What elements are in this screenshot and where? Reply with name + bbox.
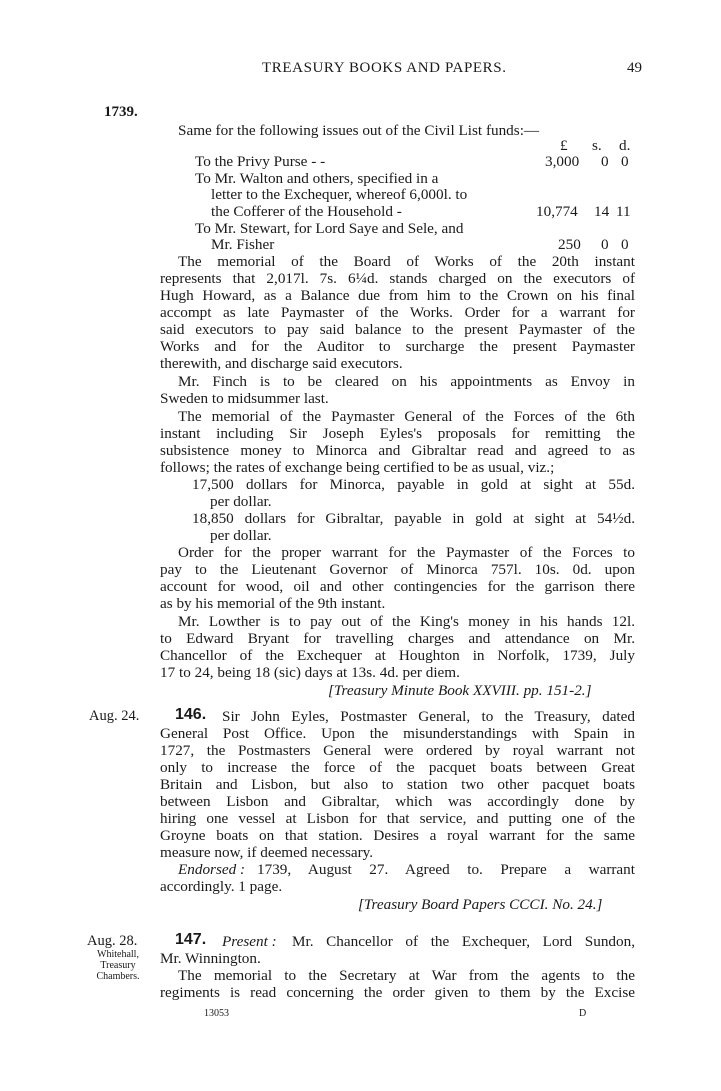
footer-signature-left: 13053: [204, 1008, 229, 1019]
entry-line: 1727, the Postmasters General were ordered by royal warrant not: [160, 742, 635, 759]
civil-item-text: Mr. Fisher: [211, 236, 275, 253]
para-line: Hugh Howard, as a Balance due from him to the Crown on his final: [160, 287, 635, 304]
para-line: Mr. Finch is to be cleared on his appointments as Envoy in: [178, 373, 635, 390]
para-line: instant including Sir Joseph Eyles's proposals for remitting the: [160, 425, 635, 442]
civil-item-l: 3,000: [545, 153, 580, 170]
footer-signature-right: D: [579, 1008, 587, 1019]
para-line: The memorial of the Paymaster General of the Forces of the 6th: [178, 408, 635, 425]
margin-year: 1739.: [104, 104, 138, 120]
running-header-title: TREASURY BOOKS AND PAPERS.: [262, 60, 507, 76]
civil-item-d: 11: [616, 203, 631, 220]
entry-line: Sir John Eyles, Postmaster General, to the Treasury, dated: [222, 708, 635, 725]
civil-item-l: 10,774: [536, 203, 578, 220]
entry-line: measure now, if deemed necessary.: [160, 844, 374, 861]
civil-item-text: letter to the Exchequer, whereof 6,000l. to: [211, 186, 468, 203]
entry-date: Aug. 24.: [89, 708, 140, 724]
col-pounds: £: [560, 137, 568, 154]
civil-item-text: the Cofferer of the Household -: [211, 203, 402, 220]
rate-line: 17,500 dollars for Minorca, payable in gold at sight at 55d.: [192, 476, 635, 493]
para-line: as by his memorial of the 9th instant.: [160, 595, 386, 612]
para-line: Sweden to midsummer last.: [160, 390, 329, 407]
civil-item-text: To Mr. Stewart, for Lord Saye and Sele, and: [195, 220, 464, 237]
civil-item-d: 0: [621, 236, 629, 253]
entry-line: Mr. Winnington.: [160, 950, 261, 967]
entry-line: hiring one vessel at Lisbon for that service, and putting one of the: [160, 810, 635, 827]
para-line: represents that 2,017l. 7s. 6¼d. stands charged on the executors of: [160, 270, 635, 287]
para-line: Works and for the Auditor to surcharge the present Paymaster: [160, 338, 635, 355]
entry-line: Britain and Lisbon, but also to station two other pacquet boats: [160, 776, 635, 793]
entry-place: Chambers.: [96, 971, 140, 982]
entry-line: General Post Office. Upon the misunderstandings with Spain in: [160, 725, 635, 742]
civil-item-text: To Mr. Walton and others, specified in a: [195, 170, 439, 187]
col-shillings: s.: [592, 137, 602, 154]
entry-place: Treasury: [100, 960, 136, 971]
para-line: subsistence money to Minorca and Gibraltar read and agreed to as: [160, 442, 635, 459]
entry-date: Aug. 28.: [87, 933, 138, 949]
entry-number: 146.: [175, 706, 207, 723]
civil-list-intro: Same for the following issues out of the Civil List funds:—: [178, 122, 540, 139]
rate-line: per dollar.: [210, 527, 272, 544]
para-line: pay to the Lieutenant Governor of Minorca 757l. 10s. 0d. upon: [160, 561, 635, 578]
para-line: therewith, and discharge said executors.: [160, 355, 403, 372]
civil-item-l: 250: [558, 236, 581, 253]
entry-line: Mr. Chancellor of the Exchequer, Lord Sundon,: [292, 933, 635, 950]
para-line: account for wood, oil and other contingencies for the garrison there: [160, 578, 635, 595]
rate-line: per dollar.: [210, 493, 272, 510]
para-line: follows; the rates of exchange being certified to be as usual, viz.;: [160, 459, 555, 476]
para-line: 17 to 24, being 18 (sic) days at 13s. 4d. per diem.: [160, 664, 460, 681]
civil-item-s: 14: [594, 203, 610, 220]
para-line: said executors to pay said balance to the present Paymaster of the: [160, 321, 635, 338]
civil-item-d: 0: [621, 153, 629, 170]
para-line: to Edward Bryant for travelling charges and attendance on Mr.: [160, 630, 635, 647]
entry-place: Whitehall,: [97, 949, 139, 960]
entry-line: Groyne boats on that station. Desires a royal warrant for the same: [160, 827, 635, 844]
rate-line: 18,850 dollars for Gibraltar, payable in gold at sight at 54½d.: [192, 510, 635, 527]
civil-item-text: To the Privy Purse - -: [195, 153, 326, 170]
entry-line: The memorial to the Secretary at War from the agents to the: [178, 967, 635, 984]
para-line: Order for the proper warrant for the Paymaster of the Forces to: [178, 544, 635, 561]
para-line: The memorial of the Board of Works of the 20th instant: [178, 253, 635, 270]
source-reference: [Treasury Minute Book XXVIII. pp. 151-2.]: [328, 682, 592, 699]
para-line: accompt as late Paymaster of the Works. Order for a warrant for: [160, 304, 635, 321]
col-pence: d.: [619, 137, 631, 154]
endorsed-text: 1739, August 27. Agreed to. Prepare a warrant: [257, 861, 635, 878]
present-label: Present :: [222, 933, 277, 950]
civil-item-s: 0: [601, 236, 609, 253]
page-number: 49: [627, 60, 642, 76]
entry-line: regiments is read concerning the order given to them by the Excise: [160, 984, 635, 1001]
endorsed-text: accordingly. 1 page.: [160, 878, 283, 895]
entry-line: only to increase the force of the pacquet boats between Great: [160, 759, 635, 776]
source-reference: [Treasury Board Papers CCCI. No. 24.]: [358, 896, 603, 913]
endorsed-label: Endorsed :: [178, 861, 246, 878]
civil-item-s: 0: [601, 153, 609, 170]
para-line: Mr. Lowther is to pay out of the King's money in his hands 12l.: [178, 613, 635, 630]
entry-line: between Lisbon and Gibraltar, which was accordingly done by: [160, 793, 635, 810]
entry-number: 147.: [175, 931, 207, 948]
para-line: Chancellor of the Exchequer at Houghton in Norfolk, 1739, July: [160, 647, 635, 664]
